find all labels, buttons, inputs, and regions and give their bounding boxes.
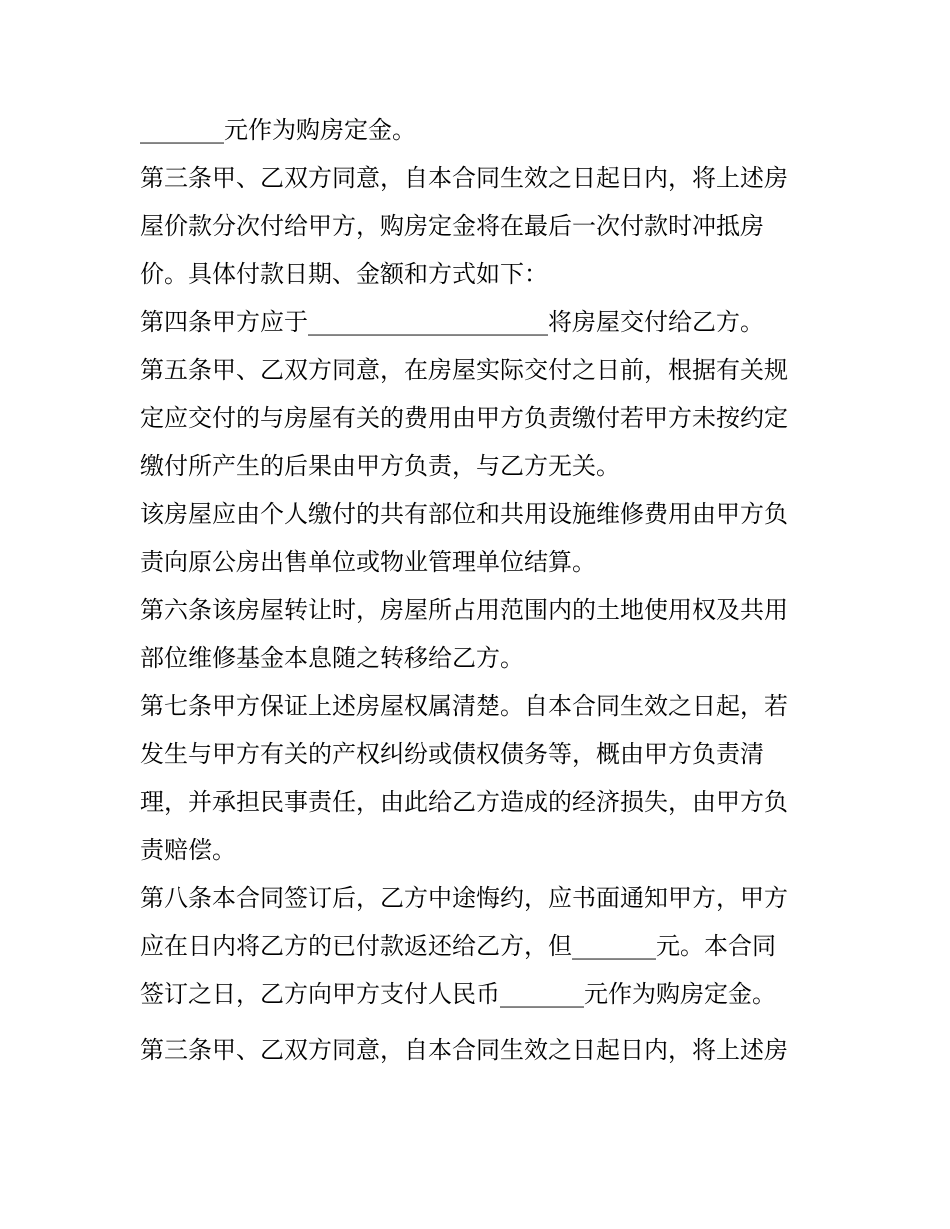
text-line: 第三条甲、乙双方同意，自本合同生效之日起日内，将上述房: [140, 1036, 788, 1064]
text-line: 定应交付的与房屋有关的费用由甲方负责缴付若甲方未按约定: [140, 404, 788, 432]
text-line: 价。具体付款日期、金额和方式如下：: [140, 260, 548, 288]
text-line: 该房屋应由个人缴付的共有部位和共用设施维修费用由甲方负: [140, 500, 788, 528]
text-line: 屋价款分次付给甲方，购房定金将在最后一次付款时冲抵房: [140, 212, 764, 240]
text-line: 第五条甲、乙双方同意，在房屋实际交付之日前，根据有关规: [140, 356, 788, 384]
text-line: 第四条甲方应于____________________将房屋交付给乙方。: [140, 308, 764, 336]
text-line: 第三条甲、乙双方同意，自本合同生效之日起日内，将上述房: [140, 164, 788, 192]
text-line: 部位维修基金本息随之转移给乙方。: [140, 644, 524, 672]
text-line: 第八条本合同签订后，乙方中途悔约，应书面通知甲方，甲方: [140, 884, 788, 912]
text-line: 发生与甲方有关的产权纠纷或债权债务等，概由甲方负责清: [140, 740, 764, 768]
text-line: 第七条甲方保证上述房屋权属清楚。自本合同生效之日起，若: [140, 692, 788, 720]
text-line: 第六条该房屋转让时，房屋所占用范围内的土地使用权及共用: [140, 596, 788, 624]
text-line: 责赔偿。: [140, 836, 236, 864]
text-line: 缴付所产生的后果由甲方负责，与乙方无关。: [140, 452, 620, 480]
text-line: 责向原公房出售单位或物业管理单位结算。: [140, 548, 596, 576]
text-line: _______元作为购房定金。: [140, 116, 416, 144]
text-line: 理，并承担民事责任，由此给乙方造成的经济损失，由甲方负: [140, 788, 788, 816]
text-line: 签订之日，乙方向甲方支付人民币_______元作为购房定金。: [140, 980, 776, 1008]
document-body: [140, 106, 820, 1074]
text-line: 应在日内将乙方的已付款返还给乙方，但_______元。本合同: [140, 932, 776, 960]
